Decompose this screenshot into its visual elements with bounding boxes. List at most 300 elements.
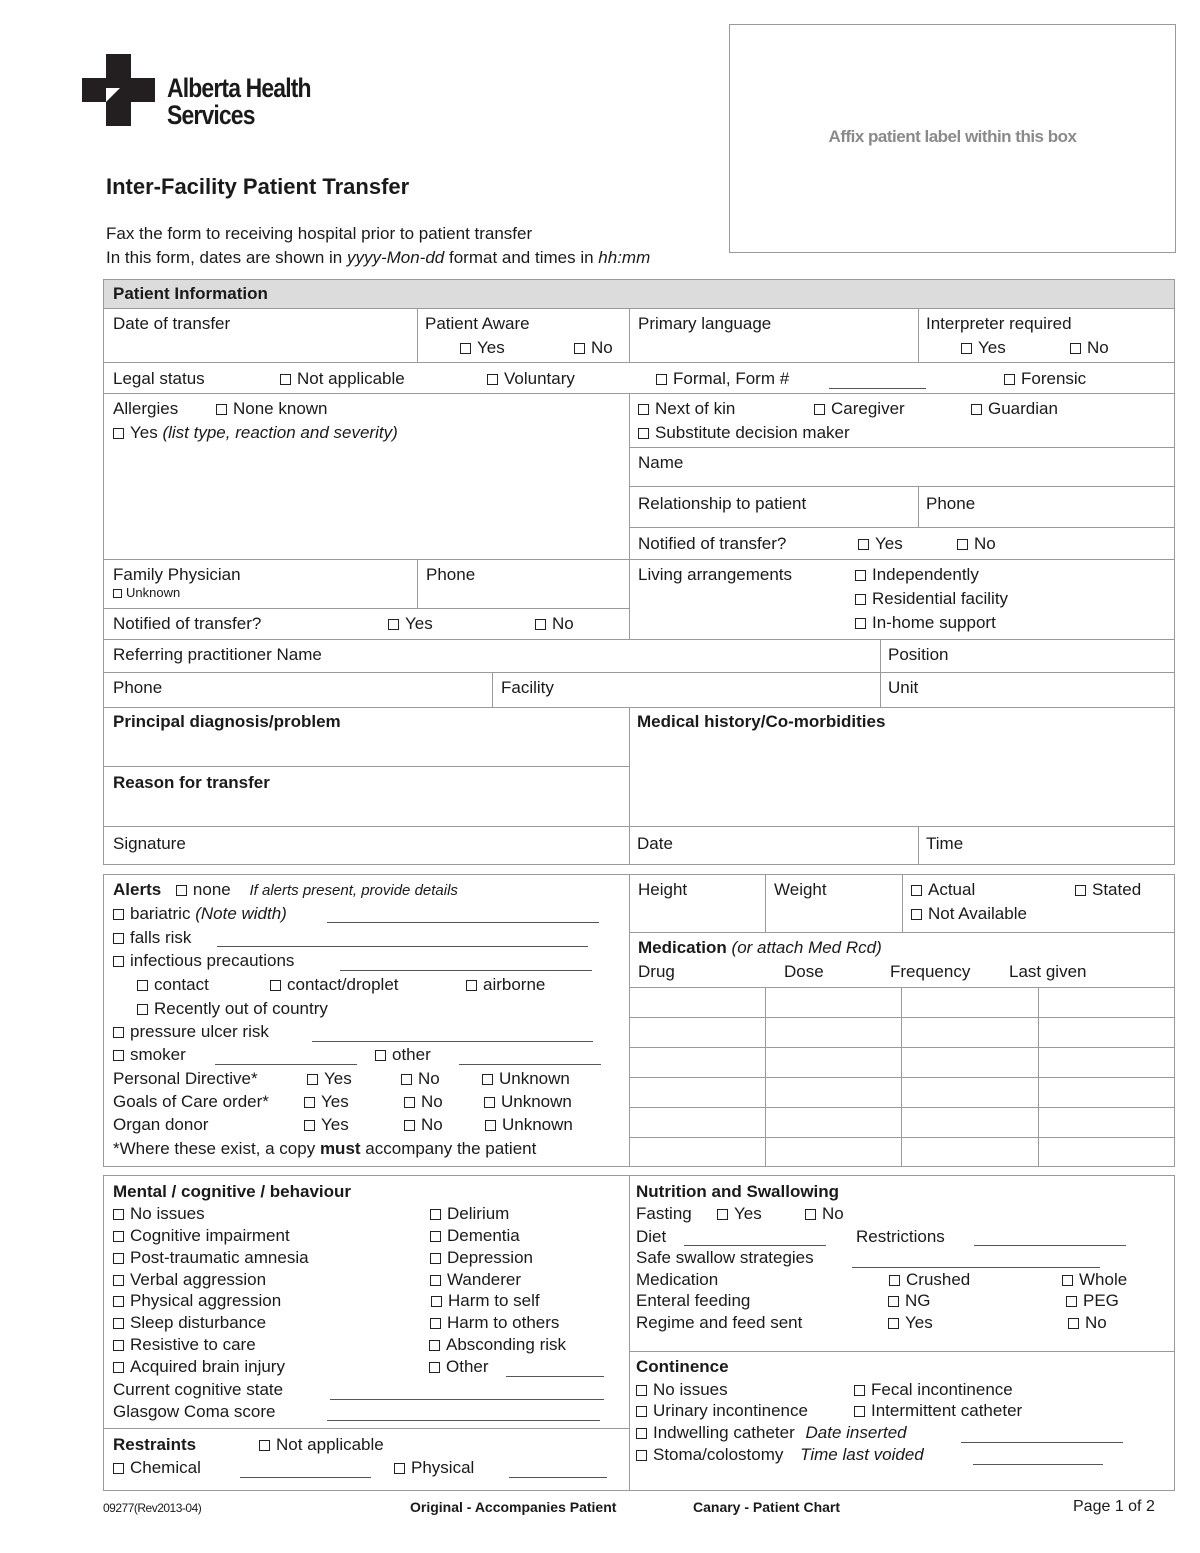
signature-date-field[interactable]: Date — [637, 834, 673, 853]
checkbox-icon — [636, 1450, 647, 1461]
logo-notch — [106, 88, 120, 102]
checkbox-icon — [636, 1385, 647, 1396]
goals-of-care-label: Goals of Care order* — [113, 1092, 269, 1111]
option-label: Crushed — [906, 1270, 971, 1289]
option-label: Dementia — [447, 1226, 520, 1245]
medication-title-text: Medication — [638, 938, 727, 957]
checkbox-icon — [137, 980, 148, 991]
allergies-none-known[interactable] — [216, 399, 328, 419]
option-label: Harm to others — [447, 1313, 560, 1332]
physician-notified-yes[interactable] — [388, 614, 433, 634]
reason-for-transfer-field[interactable]: Reason for transfer — [113, 773, 270, 792]
goals-of-care-yes[interactable] — [304, 1092, 349, 1112]
referring-position-field[interactable]: Position — [888, 645, 949, 664]
safe-swallow-field[interactable] — [852, 1267, 1100, 1268]
legal-status-label: Legal status — [113, 369, 205, 388]
option-label: Next of kin — [655, 399, 736, 418]
mental-verbal-aggression[interactable] — [113, 1270, 266, 1290]
restraints-chemical-field[interactable] — [240, 1477, 371, 1478]
option-label: No issues — [653, 1380, 728, 1399]
primary-language-label: Primary language — [638, 314, 772, 333]
continence-fecal[interactable] — [854, 1380, 1013, 1400]
mental-other-field[interactable] — [506, 1376, 604, 1377]
organ-donor-unknown[interactable] — [485, 1115, 573, 1135]
mental-title: Mental / cognitive / behaviour — [113, 1182, 352, 1201]
checkbox-icon — [911, 909, 922, 920]
option-label: No — [421, 1092, 443, 1111]
patient-aware-no[interactable] — [574, 338, 613, 358]
footnote-pre: *Where these exist, a copy — [113, 1139, 320, 1158]
continence-intermittent[interactable] — [854, 1401, 1022, 1421]
checkbox-icon — [216, 404, 227, 415]
diet-field[interactable] — [684, 1245, 826, 1246]
alerts-title: Alerts — [113, 880, 162, 899]
contact-next-of-kin[interactable] — [638, 399, 735, 419]
checkbox-icon — [404, 1120, 415, 1131]
mental-resistive-to-care[interactable] — [113, 1335, 256, 1355]
checkbox-icon — [855, 618, 866, 629]
referring-facility-field[interactable]: Facility — [501, 678, 554, 697]
mental-harm-to-others[interactable] — [430, 1313, 559, 1333]
table-row[interactable] — [630, 1078, 1174, 1107]
signature-time-field[interactable]: Time — [926, 834, 964, 853]
checkbox-icon — [855, 594, 866, 605]
personal-directive-yes[interactable] — [307, 1069, 352, 1089]
alerts-footnote — [113, 1139, 536, 1159]
checkbox-icon — [1070, 343, 1081, 354]
option-label: None known — [233, 399, 328, 418]
checkbox-icon — [375, 1050, 386, 1061]
smoker-detail-field[interactable] — [215, 1064, 357, 1065]
checkbox-icon — [137, 1004, 148, 1015]
checkbox-icon — [717, 1209, 728, 1220]
living-residential[interactable] — [855, 589, 1008, 609]
option-label: Yes — [905, 1313, 933, 1332]
footer-original: Original - Accompanies Patient — [410, 1499, 617, 1515]
safe-swallow-label: Safe swallow strategies — [636, 1248, 814, 1267]
med-col-dose: Dose — [784, 962, 824, 981]
allergies-yes[interactable] — [113, 423, 398, 443]
nutrition-medication-label: Medication — [636, 1270, 719, 1289]
contact-phone-field[interactable]: Phone — [926, 494, 976, 513]
medical-history-field[interactable]: Medical history/Co-morbidities — [637, 712, 886, 731]
page-number: Page 1 of 2 — [1073, 1498, 1155, 1515]
option-label: Unknown — [501, 1092, 572, 1111]
option-label: Unknown — [499, 1069, 570, 1088]
checkbox-icon — [888, 1296, 899, 1307]
restraints-title: Restraints — [113, 1435, 197, 1454]
referring-unit-field[interactable]: Unit — [888, 678, 919, 697]
family-physician-field[interactable]: Family Physician — [113, 565, 241, 584]
option-label: falls risk — [130, 928, 192, 947]
contact-notified-yes[interactable] — [858, 534, 903, 554]
checkbox-icon — [113, 909, 124, 920]
date-of-transfer-label: Date of transfer — [113, 314, 231, 333]
option-label: Residential facility — [872, 589, 1009, 608]
organ-donor-label: Organ donor — [113, 1115, 209, 1134]
allergies-hint: (list type, reaction and severity) — [162, 423, 398, 442]
checkbox-icon — [113, 933, 124, 944]
date-inserted-label: Date inserted — [805, 1423, 907, 1442]
option-label: Unknown — [126, 585, 181, 600]
alert-infectious[interactable] — [113, 951, 294, 971]
option-label: No — [822, 1204, 844, 1223]
continence-indwelling[interactable] — [636, 1423, 907, 1443]
enteral-feeding-label: Enteral feeding — [636, 1291, 751, 1310]
option-label: Physical aggression — [130, 1291, 282, 1310]
alert-falls-risk[interactable] — [113, 928, 191, 948]
checkbox-icon — [113, 428, 124, 439]
section-title-patient-info: Patient Information — [113, 284, 268, 303]
personal-directive-no[interactable] — [401, 1069, 440, 1089]
continence-urinary[interactable] — [636, 1401, 808, 1421]
mental-harm-to-self[interactable] — [431, 1291, 540, 1311]
weight-field[interactable]: Weight — [774, 880, 827, 899]
legal-forensic[interactable] — [1004, 369, 1086, 389]
alert-bariatric[interactable] — [113, 904, 287, 924]
table-row[interactable] — [630, 988, 1174, 1017]
height-field[interactable]: Height — [638, 880, 688, 899]
option-label: Harm to self — [448, 1291, 540, 1310]
alerts-none[interactable] — [176, 880, 231, 899]
continence-title: Continence — [636, 1357, 729, 1376]
continence-no-issues[interactable] — [636, 1380, 728, 1400]
checkbox-icon — [388, 619, 399, 630]
mental-dementia[interactable] — [430, 1226, 520, 1246]
option-label: Physical — [411, 1458, 475, 1477]
personal-directive-unknown[interactable] — [482, 1069, 570, 1089]
alerts-hint: If alerts present, provide details — [249, 882, 458, 899]
regime-no[interactable] — [1068, 1313, 1107, 1333]
instruction-format-pre: In this form, dates are shown in — [106, 248, 347, 267]
alert-pressure-ulcer[interactable] — [113, 1022, 269, 1042]
option-label: Resistive to care — [130, 1335, 256, 1354]
contact-notified-no[interactable] — [957, 534, 996, 554]
checkbox-icon — [971, 404, 982, 415]
alert-contact[interactable] — [137, 975, 209, 995]
interpreter-label: Interpreter required — [926, 314, 1072, 333]
contact-name-field[interactable]: Name — [638, 453, 684, 472]
medication-title — [638, 938, 882, 958]
option-label: Not applicable — [297, 369, 405, 388]
infectious-detail-field[interactable] — [340, 970, 592, 971]
checkbox-icon — [656, 374, 667, 385]
checkbox-icon — [430, 1275, 441, 1286]
table-row[interactable] — [630, 1138, 1174, 1167]
table-row[interactable] — [630, 1018, 1174, 1047]
option-label: smoker — [130, 1045, 186, 1064]
current-cognitive-state-label: Current cognitive state — [113, 1380, 284, 1399]
option-label: Yes — [477, 338, 505, 357]
option-label: Cognitive impairment — [130, 1226, 290, 1245]
option-label: Yes — [324, 1069, 352, 1088]
organ-donor-no[interactable] — [404, 1115, 443, 1135]
living-in-home[interactable] — [855, 613, 996, 633]
option-label: contact — [154, 975, 209, 994]
checkbox-icon — [854, 1406, 865, 1417]
mental-no-issues[interactable] — [113, 1204, 205, 1224]
logo-text-line2: Services — [167, 100, 255, 130]
checkbox-icon — [394, 1463, 405, 1474]
checkbox-icon — [113, 1231, 124, 1242]
checkbox-icon — [113, 1463, 124, 1474]
legal-voluntary[interactable] — [487, 369, 575, 389]
allergies-label: Allergies — [113, 399, 179, 418]
checkbox-icon — [1062, 1275, 1073, 1286]
legal-not-applicable[interactable] — [280, 369, 405, 389]
option-label: Whole — [1079, 1270, 1128, 1289]
patient-label-box[interactable] — [729, 24, 1176, 253]
instruction-format-mid: format and times in — [444, 248, 599, 267]
option-label: Depression — [447, 1248, 533, 1267]
checkbox-icon — [430, 1209, 441, 1220]
instruction-format — [106, 248, 650, 268]
med-col-frequency: Frequency — [890, 962, 971, 981]
checkbox-icon — [858, 539, 869, 550]
checkbox-icon — [404, 1097, 415, 1108]
option-label: Unknown — [502, 1115, 573, 1134]
option-label: Voluntary — [504, 369, 575, 388]
checkbox-icon — [113, 1296, 124, 1307]
mental-post-traumatic-amnesia[interactable] — [113, 1248, 309, 1268]
living-independently[interactable] — [855, 565, 979, 585]
checkbox-icon — [113, 589, 122, 598]
alert-other[interactable] — [375, 1045, 431, 1065]
option-label: Actual — [928, 880, 976, 899]
option-label: Other — [446, 1357, 489, 1376]
mental-sleep-disturbance[interactable] — [113, 1313, 266, 1333]
patient-aware-yes[interactable] — [460, 338, 505, 358]
glasgow-coma-field[interactable] — [327, 1420, 600, 1421]
option-label: Stoma/colostomy — [653, 1445, 784, 1464]
physician-notified-no[interactable] — [535, 614, 574, 634]
mental-other[interactable] — [429, 1357, 489, 1377]
option-label: In-home support — [872, 613, 996, 632]
date-inserted-field[interactable] — [961, 1442, 1123, 1443]
contact-relationship-field[interactable]: Relationship to patient — [638, 494, 807, 513]
option-label: Wanderer — [447, 1270, 522, 1289]
mental-delirium[interactable] — [430, 1204, 509, 1224]
family-physician-unknown[interactable] — [113, 585, 180, 601]
checkbox-icon — [1004, 374, 1015, 385]
option-label: Urinary incontinence — [653, 1401, 808, 1420]
weight-actual[interactable] — [911, 880, 975, 900]
continence-stoma[interactable] — [636, 1445, 924, 1465]
mental-cognitive-impairment[interactable] — [113, 1226, 290, 1246]
option-label: No — [1085, 1313, 1107, 1332]
checkbox-icon — [957, 539, 968, 550]
legal-formal[interactable] — [656, 369, 789, 389]
checkbox-icon — [304, 1097, 315, 1108]
pressure-ulcer-detail-field[interactable] — [312, 1041, 593, 1042]
current-cognitive-state-field[interactable] — [330, 1399, 604, 1400]
family-physician-phone-field[interactable]: Phone — [426, 565, 476, 584]
personal-directive-label: Personal Directive* — [113, 1069, 258, 1088]
falls-risk-detail-field[interactable] — [217, 946, 588, 947]
checkbox-icon — [911, 885, 922, 896]
medication-whole[interactable] — [1062, 1270, 1127, 1290]
option-label: Post-traumatic amnesia — [130, 1248, 309, 1267]
option-label: Indwelling catheter — [653, 1423, 795, 1442]
checkbox-icon — [888, 1318, 899, 1329]
checkbox-icon — [113, 1050, 124, 1061]
regime-yes[interactable] — [888, 1313, 933, 1333]
principal-diagnosis-field[interactable]: Principal diagnosis/problem — [113, 712, 341, 731]
bariatric-detail-field[interactable] — [327, 922, 599, 923]
checkbox-icon — [855, 570, 866, 581]
restraints-not-applicable[interactable] — [259, 1435, 384, 1455]
checkbox-icon — [466, 980, 477, 991]
checkbox-icon — [401, 1074, 412, 1085]
medication-crushed[interactable] — [889, 1270, 970, 1290]
patient-label-hint: Affix patient label within this box — [828, 127, 1077, 146]
checkbox-icon — [259, 1440, 270, 1451]
glasgow-coma-label: Glasgow Coma score — [113, 1402, 276, 1421]
mental-physical-aggression[interactable] — [113, 1291, 281, 1311]
med-col-drug: Drug — [638, 962, 675, 981]
goals-of-care-unknown[interactable] — [484, 1092, 572, 1112]
page-title: Inter-Facility Patient Transfer — [106, 174, 410, 199]
checkbox-icon — [961, 343, 972, 354]
checkbox-icon — [113, 1340, 124, 1351]
checkbox-icon — [1075, 885, 1086, 896]
restrictions-field[interactable] — [974, 1245, 1126, 1246]
option-label: Substitute decision maker — [655, 423, 850, 442]
checkbox-icon — [270, 980, 281, 991]
option-label: Yes — [321, 1115, 349, 1134]
option-label: Yes — [734, 1204, 762, 1223]
footnote-bold: must — [319, 1139, 361, 1158]
medication-hint: (or attach Med Rcd) — [731, 938, 882, 957]
referring-phone-field[interactable]: Phone — [113, 678, 163, 697]
checkbox-icon — [113, 1318, 124, 1329]
time-last-voided-field[interactable] — [973, 1464, 1103, 1465]
checkbox-icon — [304, 1120, 315, 1131]
option-label: Sleep disturbance — [130, 1313, 267, 1332]
checkbox-icon — [805, 1209, 816, 1220]
table-row[interactable] — [630, 1048, 1174, 1077]
option-label: other — [392, 1045, 431, 1064]
option-label: Intermittent catheter — [871, 1401, 1023, 1420]
form-code: 09277(Rev2013-04) — [103, 1501, 202, 1515]
option-label: Formal, Form # — [673, 369, 790, 388]
option-label: Yes — [405, 614, 433, 633]
option-label: No — [591, 338, 613, 357]
checkbox-icon — [485, 1120, 496, 1131]
option-label: Fecal incontinence — [871, 1380, 1013, 1399]
contact-guardian[interactable] — [971, 399, 1058, 419]
alerts-header — [113, 880, 458, 901]
checkbox-icon — [636, 1406, 647, 1417]
enteral-peg[interactable] — [1066, 1291, 1119, 1311]
restraints-chemical[interactable] — [113, 1458, 201, 1478]
checkbox-icon — [280, 374, 291, 385]
living-arrangements-label: Living arrangements — [638, 565, 793, 584]
option-label: none — [192, 880, 231, 899]
restraints-physical[interactable] — [394, 1458, 474, 1478]
nutrition-title: Nutrition and Swallowing — [636, 1182, 840, 1201]
checkbox-icon — [814, 404, 825, 415]
checkbox-icon — [482, 1074, 493, 1085]
option-label: Chemical — [130, 1458, 201, 1477]
contact-sdm[interactable] — [638, 423, 850, 443]
organ-donor-yes[interactable] — [304, 1115, 349, 1135]
bariatric-hint: (Note width) — [195, 904, 287, 923]
table-row[interactable] — [630, 1108, 1174, 1137]
checkbox-icon — [574, 343, 585, 354]
checkbox-icon — [638, 404, 649, 415]
option-label: Yes — [321, 1092, 349, 1111]
signature-field[interactable]: Signature — [113, 834, 186, 853]
option-label: Acquired brain injury — [130, 1357, 285, 1376]
checkbox-icon — [307, 1074, 318, 1085]
option-label: No — [418, 1069, 440, 1088]
interpreter-no[interactable] — [1070, 338, 1109, 358]
fasting-yes[interactable] — [717, 1204, 762, 1224]
option-label: No — [1087, 338, 1109, 357]
alert-smoker[interactable] — [113, 1045, 186, 1065]
checkbox-icon — [636, 1428, 647, 1439]
restrictions-label: Restrictions — [856, 1227, 945, 1246]
alert-airborne[interactable] — [466, 975, 545, 995]
option-label: Not applicable — [276, 1435, 384, 1454]
checkbox-icon — [430, 1318, 441, 1329]
mental-wanderer[interactable] — [430, 1270, 521, 1290]
form-number-field[interactable] — [829, 388, 926, 389]
regime-label: Regime and feed sent — [636, 1313, 803, 1332]
alert-contact-droplet[interactable] — [270, 975, 399, 995]
mental-depression[interactable] — [430, 1248, 533, 1268]
interpreter-yes[interactable] — [961, 338, 1006, 358]
checkbox-icon — [431, 1296, 442, 1307]
mental-acquired-brain-injury[interactable] — [113, 1357, 285, 1377]
nutrition-continence-section — [629, 1175, 1175, 1491]
other-detail-field[interactable] — [459, 1064, 601, 1065]
referring-name-field[interactable]: Referring practitioner Name — [113, 645, 322, 664]
option-label: Caregiver — [831, 399, 905, 418]
checkbox-icon — [113, 1362, 124, 1373]
option-label: Stated — [1092, 880, 1142, 899]
goals-of-care-no[interactable] — [404, 1092, 443, 1112]
contact-caregiver[interactable] — [814, 399, 905, 419]
option-label: Absconding risk — [446, 1335, 567, 1354]
fasting-no[interactable] — [805, 1204, 844, 1224]
alert-out-of-country[interactable] — [137, 999, 328, 1019]
checkbox-icon — [430, 1253, 441, 1264]
restraints-physical-field[interactable] — [509, 1477, 607, 1478]
checkbox-icon — [638, 428, 649, 439]
weight-stated[interactable] — [1075, 880, 1141, 900]
weight-not-available[interactable] — [911, 904, 1027, 924]
date-format: yyyy-Mon-dd — [346, 248, 445, 267]
checkbox-icon — [113, 1209, 124, 1220]
diet-label: Diet — [636, 1227, 667, 1246]
option-label: No — [974, 534, 996, 553]
option-label: Forensic — [1021, 369, 1087, 388]
enteral-ng[interactable] — [888, 1291, 931, 1311]
mental-absconding-risk[interactable] — [429, 1335, 566, 1355]
checkbox-icon — [176, 885, 187, 896]
checkbox-icon — [889, 1275, 900, 1286]
checkbox-icon — [1066, 1296, 1077, 1307]
checkbox-icon — [113, 1253, 124, 1264]
med-col-last-given: Last given — [1009, 962, 1087, 981]
option-label: No — [421, 1115, 443, 1134]
checkbox-icon — [429, 1362, 440, 1373]
time-last-voided-label: Time last voided — [800, 1445, 924, 1464]
option-label: contact/droplet — [287, 975, 399, 994]
option-label: bariatric — [130, 904, 191, 923]
